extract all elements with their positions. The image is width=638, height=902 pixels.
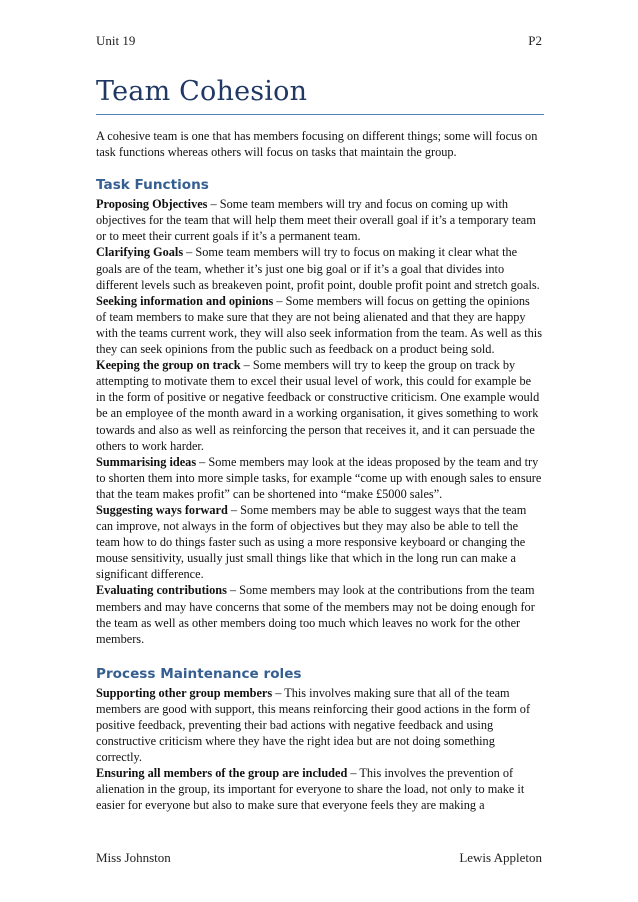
intro-paragraph: A cohesive team is one that has members focusing on different things; some will focus on task functions whereas others will focus on tasks that maintain the group. [96,129,538,160]
entry-term: Suggesting ways forward [96,502,228,517]
section-heading: Task Functions [96,177,209,194]
footer-teacher: Miss Johnston [96,850,171,865]
entry-term: Ensuring all members of the group are included [96,766,348,781]
header-code: P2 [528,33,542,48]
entry-term: Supporting other group members [96,685,273,700]
entry [96,196,543,244]
entry [96,293,543,357]
page-title: Team Cohesion [96,76,308,107]
entry [96,357,543,454]
entry-text: – Some members may look at the contributions from the team members and may have concerns that some of the members may not be doing enough for the team as well as other members doing too much which leaves no work for the other members. [96,583,535,646]
entry-term: Proposing Objectives [96,197,208,212]
section-task-functions [96,175,543,647]
section-process-maintenance [96,664,543,814]
entry [96,502,543,582]
title-underline [96,114,544,115]
entry [96,582,543,646]
entry-term: Summarising ideas [96,454,197,469]
entry-text: – This involves making sure that all of the team members are good with support, this means reinforcing their good actions in the form of positive feedback, preventing their bad actions with negative feedback and using constructive criticism where they have the right idea but are not doing something correctly. [96,685,531,765]
entry-text: – Some team members will try to focus on making it clear what the goals are of the team, whether it’s just one big goal or if it’s a goal that divides into different levels such as breakeven point, profit point, double profit point and stretch goals. [96,245,540,292]
entry [96,765,543,813]
entry-term: Evaluating contributions [96,583,227,598]
footer-author: Lewis Appleton [459,850,542,865]
document-body [96,128,543,814]
section-heading: Process Maintenance roles [96,665,302,682]
entry-text: – Some members will focus on getting the opinions of team members to make sure that they are not being alienated and that they are happy with the teams current work, they will also seek information from the team. As well as this they can seek opinions from the public such as feedback on a product being sold. [96,293,543,357]
entry-term: Keeping the group on track [96,358,241,373]
entry [96,685,543,765]
entry-text: – Some members may be able to suggest ways that the team can improve, not always in the form of objectives but they may also be able to tell the team how to do things faster such as using a more responsive keyboard or changing the mouse sensitivity, usually just small things like that which in the long run can make a significant difference. [96,502,527,582]
entry-text: – This involves the prevention of alienation in the group, its important for everyone to share the load, not only to make it easier for everyone but also to make sure that everyone feels they are making a [96,766,525,813]
header-unit: Unit 19 [96,33,136,48]
entry [96,244,543,292]
entry-term: Seeking information and opinions [96,293,274,308]
entry-text: – Some members may look at the ideas proposed by the team and try to shorten them into more simple tasks, for example “come up with enough sales to ensure that the team makes profit” can be shortened into “make £5000 sales”. [96,454,542,501]
entry-text: – Some team members will try and focus on coming up with objectives for the team that will help them meet their overall goal if it’s a temporary team or to meet their current goals if it’s a permanent team. [96,197,536,244]
entry-term: Clarifying Goals [96,245,184,260]
entry-text: – Some members will try to keep the group on track by attempting to motivate them to excel their usual level of work, this could for example be in the form of positive or negative feedback or constructive criticism. One example would be an employee of the month award in a working organisation, it gives something to work towards and also as well as reinforcing the person that receives it, and it can persuade the others to work harder. [96,358,540,453]
entry [96,454,543,502]
